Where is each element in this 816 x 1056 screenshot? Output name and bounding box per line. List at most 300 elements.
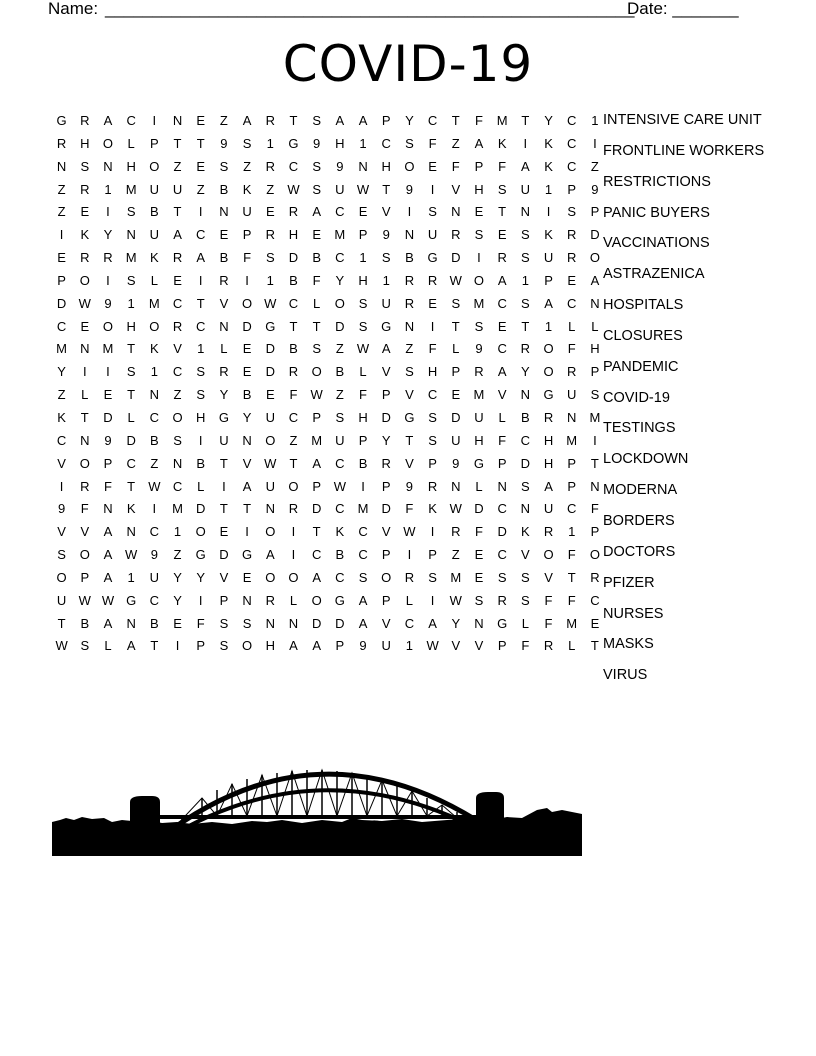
grid-letter[interactable]: Y (196, 569, 206, 585)
grid-letter[interactable]: 1 (127, 569, 135, 585)
grid-letter[interactable]: K (544, 227, 553, 243)
grid-letter[interactable]: N (172, 113, 183, 128)
grid-letter[interactable]: K (544, 135, 553, 151)
grid-letter[interactable]: R (404, 295, 415, 311)
grid-letter[interactable]: L (313, 295, 321, 311)
grid-letter[interactable]: 9 (313, 135, 321, 151)
grid-letter[interactable]: T (498, 204, 507, 220)
grid-letter[interactable]: F (359, 387, 367, 403)
grid-letter[interactable]: H (358, 409, 368, 425)
grid-letter[interactable]: T (150, 638, 159, 654)
grid-letter[interactable]: L (289, 592, 298, 608)
grid-letter[interactable]: C (172, 364, 183, 380)
grid-letter[interactable]: N (242, 592, 252, 608)
grid-letter[interactable]: S (405, 364, 414, 380)
grid-letter[interactable]: Y (544, 113, 553, 128)
grid-letter[interactable]: N (126, 227, 136, 243)
grid-letter[interactable]: D (288, 250, 299, 266)
grid-letter[interactable]: P (451, 364, 461, 380)
grid-letter[interactable]: I (198, 204, 203, 220)
grid-letter[interactable]: S (196, 387, 206, 403)
grid-letter[interactable]: C (358, 524, 368, 540)
grid-letter[interactable]: W (55, 638, 68, 654)
grid-letter[interactable]: V (381, 204, 391, 220)
grid-letter[interactable]: P (497, 638, 507, 654)
grid-letter[interactable]: E (196, 113, 206, 128)
grid-letter[interactable]: U (427, 227, 438, 243)
grid-letter[interactable]: O (79, 272, 90, 288)
grid-letter[interactable]: A (242, 113, 252, 128)
grid-letter[interactable]: R (80, 181, 90, 197)
grid-letter[interactable]: A (544, 478, 553, 494)
grid-letter[interactable]: D (497, 524, 507, 540)
grid-letter[interactable]: S (474, 592, 484, 608)
grid-letter[interactable]: O (149, 158, 160, 174)
grid-letter[interactable]: F (590, 501, 599, 517)
grid-letter[interactable]: R (427, 478, 438, 494)
grid-letter[interactable]: O (242, 295, 253, 311)
grid-letter[interactable]: S (126, 272, 136, 288)
grid-letter[interactable]: G (334, 592, 345, 608)
grid-letter[interactable]: B (219, 250, 229, 266)
grid-letter[interactable]: N (358, 158, 368, 174)
grid-letter[interactable]: A (497, 364, 507, 380)
grid-letter[interactable]: B (521, 409, 530, 425)
grid-letter[interactable]: D (219, 547, 229, 563)
grid-letter[interactable]: U (381, 295, 391, 311)
grid-letter[interactable]: Z (590, 158, 599, 174)
grid-letter[interactable]: B (289, 272, 298, 288)
grid-letter[interactable]: O (589, 547, 600, 563)
grid-letter[interactable]: D (103, 409, 113, 425)
grid-letter[interactable]: C (288, 409, 299, 425)
grid-letter[interactable]: C (288, 158, 299, 174)
grid-letter[interactable]: W (356, 341, 370, 357)
grid-letter[interactable]: N (590, 295, 600, 311)
grid-letter[interactable]: N (567, 409, 577, 425)
grid-letter[interactable]: S (242, 135, 252, 151)
grid-letter[interactable]: K (150, 341, 159, 357)
grid-letter[interactable]: D (381, 501, 391, 517)
grid-letter[interactable]: 1 (405, 638, 414, 654)
grid-letter[interactable]: P (196, 638, 206, 654)
grid-letter[interactable]: E (57, 250, 66, 266)
grid-letter[interactable]: A (474, 135, 484, 151)
grid-letter[interactable]: G (288, 135, 299, 151)
grid-letter[interactable]: A (312, 638, 321, 654)
grid-letter[interactable]: S (521, 295, 530, 311)
grid-letter[interactable]: Z (266, 181, 275, 197)
grid-letter[interactable]: F (428, 341, 437, 357)
grid-letter[interactable]: A (521, 158, 530, 174)
grid-letter[interactable]: F (196, 615, 205, 631)
grid-letter[interactable]: C (196, 318, 206, 334)
grid-letter[interactable]: L (81, 387, 89, 403)
grid-letter[interactable]: N (103, 501, 113, 517)
grid-letter[interactable]: O (589, 250, 600, 266)
grid-letter[interactable]: R (172, 250, 183, 266)
grid-letter[interactable]: O (543, 547, 554, 563)
grid-letter[interactable]: I (593, 432, 597, 448)
grid-letter[interactable]: C (567, 113, 577, 128)
grid-letter[interactable]: E (265, 387, 275, 403)
grid-letter[interactable]: D (474, 501, 484, 517)
grid-letter[interactable]: S (358, 569, 368, 585)
grid-letter[interactable]: C (311, 547, 322, 563)
grid-letter[interactable]: N (497, 478, 507, 494)
grid-letter[interactable]: K (544, 158, 553, 174)
grid-letter[interactable]: R (381, 455, 391, 471)
grid-letter[interactable]: V (219, 569, 229, 585)
grid-letter[interactable]: K (242, 181, 252, 197)
grid-letter[interactable]: T (289, 318, 298, 334)
grid-letter[interactable]: Z (196, 181, 205, 197)
grid-letter[interactable]: V (451, 638, 461, 654)
grid-letter[interactable]: C (335, 250, 345, 266)
grid-letter[interactable]: F (243, 250, 252, 266)
grid-letter[interactable]: H (126, 318, 136, 334)
grid-letter[interactable]: H (80, 135, 90, 151)
grid-letter[interactable]: F (405, 501, 414, 517)
grid-letter[interactable]: N (520, 501, 531, 517)
grid-letter[interactable]: W (333, 478, 346, 494)
grid-letter[interactable]: U (56, 592, 67, 608)
grid-letter[interactable]: 1 (359, 135, 367, 151)
grid-letter[interactable]: R (451, 227, 461, 243)
grid-letter[interactable]: H (196, 409, 206, 425)
grid-letter[interactable]: V (219, 295, 229, 311)
grid-letter[interactable]: Y (381, 432, 391, 448)
grid-letter[interactable]: I (430, 181, 435, 197)
grid-letter[interactable]: C (567, 158, 577, 174)
grid-letter[interactable]: I (291, 524, 296, 540)
grid-letter[interactable]: P (150, 135, 159, 151)
grid-letter[interactable]: N (172, 455, 183, 471)
grid-letter[interactable]: S (57, 547, 66, 563)
grid-letter[interactable]: D (520, 455, 531, 471)
grid-letter[interactable]: W (449, 592, 462, 608)
grid-letter[interactable]: R (56, 135, 67, 151)
grid-letter[interactable]: S (428, 432, 437, 448)
grid-letter[interactable]: W (287, 181, 300, 197)
grid-letter[interactable]: F (474, 524, 483, 540)
grid-letter[interactable]: P (567, 455, 577, 471)
grid-letter[interactable]: N (474, 615, 484, 631)
grid-letter[interactable]: P (381, 478, 391, 494)
grid-letter[interactable]: 9 (57, 501, 66, 517)
grid-letter[interactable]: M (496, 113, 508, 128)
grid-letter[interactable]: M (56, 341, 68, 357)
grid-letter[interactable]: U (149, 181, 160, 197)
grid-letter[interactable]: U (451, 432, 461, 448)
grid-letter[interactable]: O (265, 524, 276, 540)
grid-letter[interactable]: I (198, 272, 203, 288)
grid-letter[interactable]: Y (451, 615, 461, 631)
grid-letter[interactable]: B (242, 387, 252, 403)
grid-letter[interactable]: H (335, 135, 345, 151)
grid-letter[interactable]: O (265, 569, 276, 585)
grid-letter[interactable]: 1 (521, 272, 529, 288)
grid-letter[interactable]: T (196, 295, 205, 311)
grid-letter[interactable]: G (195, 547, 206, 563)
grid-letter[interactable]: L (220, 341, 228, 357)
grid-letter[interactable]: 1 (127, 295, 135, 311)
grid-letter[interactable]: P (80, 569, 90, 585)
grid-letter[interactable]: I (593, 135, 597, 151)
grid-letter[interactable]: H (126, 158, 136, 174)
grid-letter[interactable]: U (172, 181, 183, 197)
grid-letter[interactable]: A (590, 272, 600, 288)
grid-letter[interactable]: V (497, 387, 507, 403)
grid-letter[interactable]: V (57, 455, 66, 471)
grid-letter[interactable]: N (149, 387, 160, 403)
grid-letter[interactable]: T (127, 478, 136, 494)
grid-letter[interactable]: Z (451, 135, 460, 151)
grid-letter[interactable]: L (498, 409, 506, 425)
grid-letter[interactable]: Y (521, 364, 530, 380)
grid-letter[interactable]: C (497, 341, 507, 357)
grid-letter[interactable]: L (591, 318, 599, 334)
grid-letter[interactable]: U (520, 181, 531, 197)
grid-letter[interactable]: G (56, 113, 67, 128)
grid-letter[interactable]: 1 (104, 181, 112, 197)
grid-letter[interactable]: Z (150, 455, 159, 471)
grid-letter[interactable]: O (172, 409, 183, 425)
grid-letter[interactable]: W (264, 455, 277, 471)
grid-letter[interactable]: H (543, 432, 554, 448)
grid-letter[interactable]: M (473, 387, 485, 403)
grid-letter[interactable]: Y (242, 409, 252, 425)
grid-letter[interactable]: I (59, 478, 64, 494)
grid-letter[interactable]: S (219, 615, 229, 631)
grid-letter[interactable]: F (103, 478, 112, 494)
grid-letter[interactable]: I (407, 547, 412, 563)
grid-letter[interactable]: O (404, 158, 415, 174)
grid-letter[interactable]: M (589, 409, 601, 425)
grid-letter[interactable]: T (312, 524, 321, 540)
grid-letter[interactable]: C (567, 295, 577, 311)
grid-letter[interactable]: O (195, 524, 206, 540)
grid-letter[interactable]: I (106, 272, 110, 288)
grid-letter[interactable]: S (173, 432, 182, 448)
grid-letter[interactable]: M (311, 432, 323, 448)
grid-letter[interactable]: D (451, 250, 461, 266)
grid-letter[interactable]: S (428, 409, 437, 425)
grid-letter[interactable]: S (196, 364, 206, 380)
grid-letter[interactable]: O (288, 569, 299, 585)
grid-letter[interactable]: U (242, 204, 252, 220)
grid-letter[interactable]: E (80, 204, 90, 220)
grid-letter[interactable]: A (358, 592, 368, 608)
grid-letter[interactable]: D (311, 615, 322, 631)
grid-letter[interactable]: Y (173, 592, 182, 608)
grid-letter[interactable]: R (80, 250, 90, 266)
grid-letter[interactable]: S (451, 295, 461, 311)
grid-letter[interactable]: D (126, 432, 136, 448)
grid-letter[interactable]: B (150, 615, 159, 631)
grid-letter[interactable]: F (474, 113, 483, 128)
grid-letter[interactable]: U (567, 387, 577, 403)
grid-letter[interactable]: S (265, 250, 275, 266)
grid-letter[interactable]: V (80, 524, 90, 540)
grid-letter[interactable]: S (521, 569, 530, 585)
grid-letter[interactable]: F (544, 592, 553, 608)
grid-letter[interactable]: L (104, 638, 112, 654)
grid-letter[interactable]: T (57, 615, 66, 631)
grid-letter[interactable]: P (544, 272, 553, 288)
grid-letter[interactable]: N (520, 204, 531, 220)
grid-letter[interactable]: Z (219, 113, 228, 128)
grid-letter[interactable]: E (103, 387, 113, 403)
grid-letter[interactable]: M (102, 341, 114, 357)
grid-letter[interactable]: H (543, 455, 554, 471)
grid-letter[interactable]: N (590, 478, 600, 494)
grid-letter[interactable]: P (381, 592, 391, 608)
grid-letter[interactable]: I (152, 501, 157, 517)
grid-letter[interactable]: P (381, 113, 391, 128)
grid-letter[interactable]: R (219, 272, 229, 288)
name-blank-line[interactable]: ________________________________________________________ (105, 0, 635, 18)
grid-letter[interactable]: C (358, 547, 368, 563)
grid-letter[interactable]: S (521, 227, 530, 243)
grid-letter[interactable]: R (474, 364, 484, 380)
grid-letter[interactable]: T (219, 501, 228, 517)
grid-letter[interactable]: C (427, 113, 438, 128)
grid-letter[interactable]: I (291, 547, 296, 563)
grid-letter[interactable]: B (150, 204, 159, 220)
grid-letter[interactable]: R (520, 341, 531, 357)
grid-letter[interactable]: H (265, 638, 275, 654)
grid-letter[interactable]: N (265, 501, 275, 517)
grid-letter[interactable]: N (126, 524, 136, 540)
grid-letter[interactable]: A (428, 615, 437, 631)
grid-letter[interactable]: S (312, 181, 321, 197)
date-field[interactable]: Date: _______ (627, 0, 739, 18)
grid-letter[interactable]: F (567, 592, 576, 608)
grid-letter[interactable]: Y (57, 364, 66, 380)
grid-letter[interactable]: E (80, 318, 90, 334)
grid-letter[interactable]: E (219, 227, 229, 243)
grid-letter[interactable]: V (544, 569, 553, 585)
grid-letter[interactable]: N (451, 478, 461, 494)
grid-letter[interactable]: N (56, 158, 67, 174)
grid-letter[interactable]: S (80, 638, 90, 654)
grid-letter[interactable]: I (152, 113, 157, 128)
grid-letter[interactable]: B (219, 181, 229, 197)
grid-letter[interactable]: F (451, 158, 460, 174)
grid-letter[interactable]: I (59, 227, 64, 243)
grid-letter[interactable]: G (543, 387, 554, 403)
grid-letter[interactable]: R (288, 364, 299, 380)
grid-letter[interactable]: G (381, 318, 392, 334)
grid-letter[interactable]: D (196, 501, 206, 517)
grid-letter[interactable]: B (289, 341, 298, 357)
grid-letter[interactable]: F (544, 615, 553, 631)
grid-letter[interactable]: R (288, 204, 299, 220)
grid-letter[interactable]: R (103, 250, 113, 266)
grid-letter[interactable]: S (219, 638, 229, 654)
grid-letter[interactable]: P (428, 455, 437, 471)
grid-letter[interactable]: E (428, 158, 437, 174)
grid-letter[interactable]: A (103, 615, 113, 631)
grid-letter[interactable]: I (198, 432, 203, 448)
grid-letter[interactable]: Y (173, 569, 182, 585)
grid-letter[interactable]: B (358, 455, 368, 471)
grid-letter[interactable]: A (103, 547, 113, 563)
grid-letter[interactable]: D (242, 318, 252, 334)
grid-letter[interactable]: A (196, 250, 206, 266)
grid-letter[interactable]: Z (57, 181, 66, 197)
grid-letter[interactable]: L (475, 478, 483, 494)
grid-letter[interactable]: E (242, 341, 252, 357)
grid-letter[interactable]: C (56, 318, 67, 334)
grid-letter[interactable]: 1 (544, 318, 553, 334)
grid-letter[interactable]: R (80, 478, 90, 494)
grid-letter[interactable]: N (265, 615, 275, 631)
grid-letter[interactable]: C (335, 204, 345, 220)
grid-letter[interactable]: N (451, 204, 461, 220)
grid-letter[interactable]: S (335, 409, 345, 425)
grid-letter[interactable]: P (567, 181, 577, 197)
grid-letter[interactable]: P (428, 547, 437, 563)
grid-letter[interactable]: A (312, 569, 321, 585)
grid-letter[interactable]: U (474, 409, 484, 425)
grid-letter[interactable]: S (590, 387, 600, 403)
grid-letter[interactable]: P (567, 478, 577, 494)
grid-letter[interactable]: E (242, 364, 252, 380)
grid-letter[interactable]: L (568, 318, 576, 334)
grid-letter[interactable]: C (335, 455, 345, 471)
grid-letter[interactable]: A (497, 272, 507, 288)
grid-letter[interactable]: T (382, 181, 391, 197)
grid-letter[interactable]: L (197, 478, 205, 494)
grid-letter[interactable]: E (428, 295, 437, 311)
grid-letter[interactable]: S (474, 227, 484, 243)
grid-letter[interactable]: G (265, 318, 276, 334)
grid-letter[interactable]: T (405, 432, 414, 448)
grid-letter[interactable]: E (451, 387, 461, 403)
grid-letter[interactable]: C (126, 113, 136, 128)
grid-letter[interactable]: M (357, 501, 369, 517)
grid-letter[interactable]: N (80, 341, 90, 357)
grid-letter[interactable]: V (381, 615, 391, 631)
grid-letter[interactable]: O (242, 638, 253, 654)
grid-letter[interactable]: V (405, 387, 414, 403)
grid-letter[interactable]: P (590, 364, 600, 380)
grid-letter[interactable]: Y (405, 113, 414, 128)
grid-letter[interactable]: W (356, 181, 370, 197)
grid-letter[interactable]: 9 (405, 478, 414, 494)
grid-letter[interactable]: W (101, 592, 115, 608)
grid-letter[interactable]: O (543, 364, 554, 380)
grid-letter[interactable]: V (405, 455, 414, 471)
grid-letter[interactable]: A (103, 569, 113, 585)
grid-letter[interactable]: V (381, 364, 391, 380)
grid-letter[interactable]: F (567, 547, 576, 563)
grid-letter[interactable]: T (590, 638, 599, 654)
grid-letter[interactable]: T (312, 318, 321, 334)
grid-letter[interactable]: R (590, 569, 600, 585)
grid-letter[interactable]: T (127, 387, 136, 403)
grid-letter[interactable]: A (358, 113, 368, 128)
grid-letter[interactable]: R (567, 364, 577, 380)
grid-letter[interactable]: Z (335, 341, 344, 357)
grid-letter[interactable]: M (450, 569, 462, 585)
grid-letter[interactable]: P (381, 387, 391, 403)
grid-letter[interactable]: T (80, 409, 89, 425)
grid-letter[interactable]: B (80, 615, 90, 631)
grid-letter[interactable]: N (219, 318, 229, 334)
